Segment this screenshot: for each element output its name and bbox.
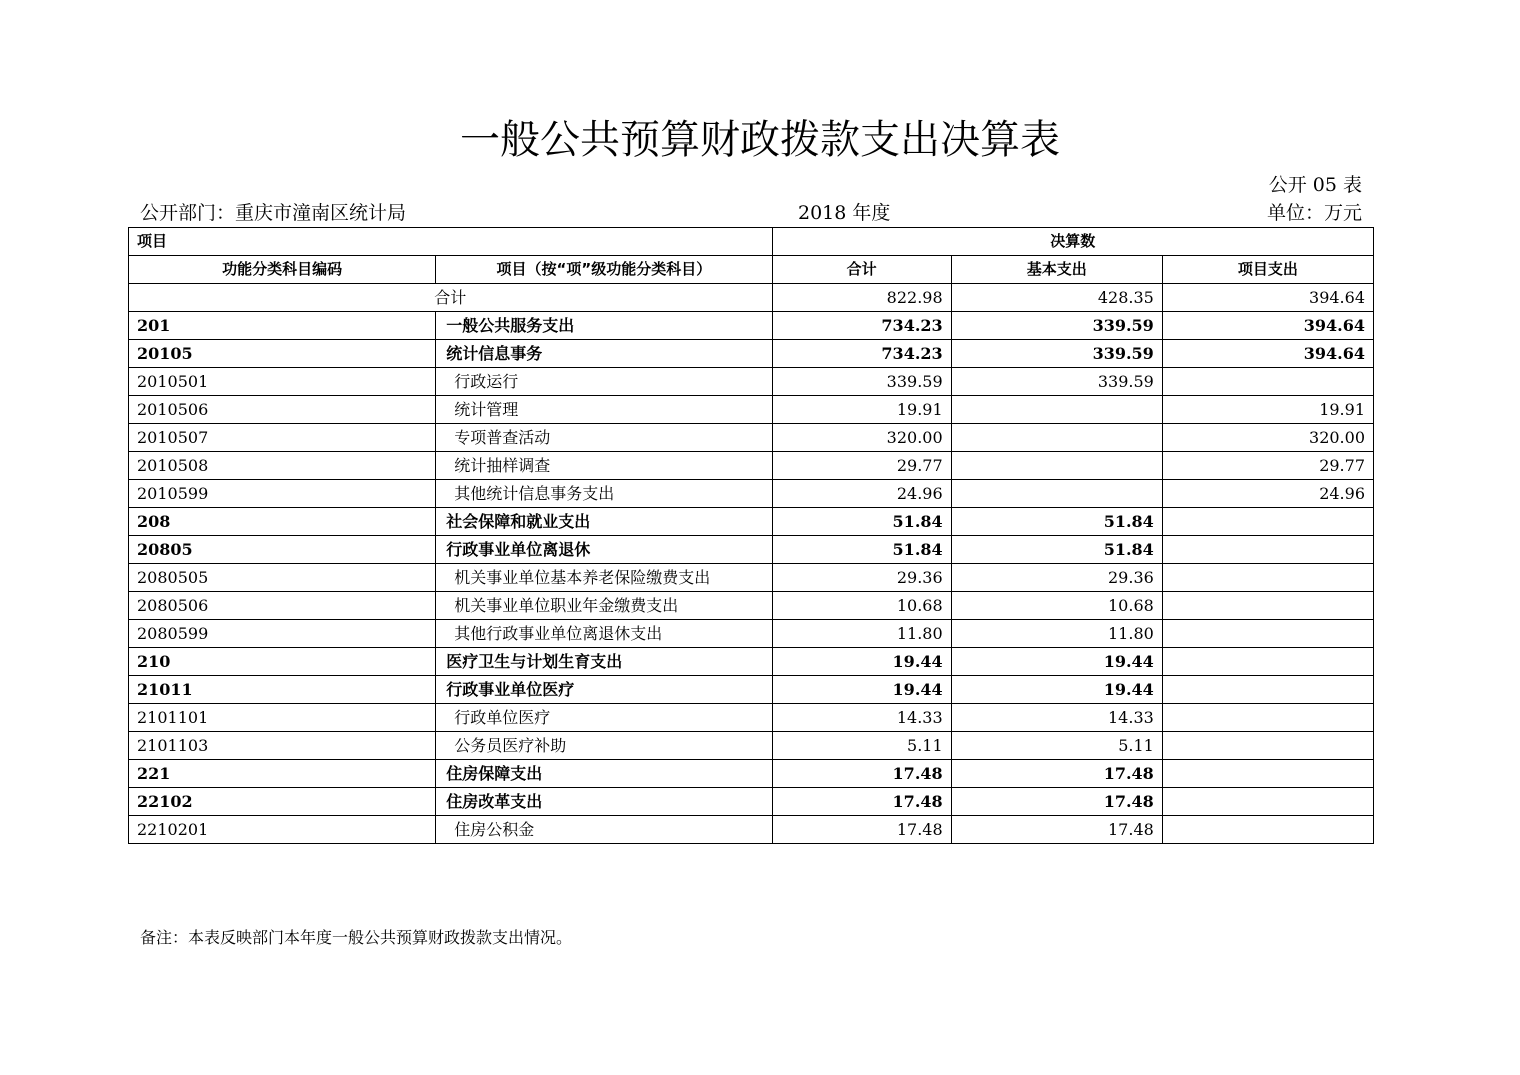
header-project: 项目 [129, 228, 773, 256]
row-basic [951, 480, 1162, 508]
row-basic: 339.59 [951, 368, 1162, 396]
row-code: 2210201 [129, 816, 436, 844]
table-row [129, 564, 1374, 592]
meta-row [140, 199, 1362, 227]
row-code: 2010599 [129, 480, 436, 508]
row-basic: 19.44 [951, 676, 1162, 704]
row-code: 22102 [129, 788, 436, 816]
row-project [1162, 536, 1373, 564]
header-final-amount: 决算数 [772, 228, 1373, 256]
row-name: 其他行政事业单位离退休支出 [436, 620, 772, 648]
row-total: 11.80 [772, 620, 951, 648]
row-project [1162, 704, 1373, 732]
row-total: 51.84 [772, 508, 951, 536]
row-total: 339.59 [772, 368, 951, 396]
header-total: 合计 [772, 256, 951, 284]
row-total: 29.36 [772, 564, 951, 592]
row-name: 一般公共服务支出 [436, 312, 772, 340]
row-name: 专项普查活动 [436, 424, 772, 452]
table-row [129, 704, 1374, 732]
row-total: 17.48 [772, 788, 951, 816]
header-item: 项目（按“项”级功能分类科目） [436, 256, 772, 284]
row-project: 320.00 [1162, 424, 1373, 452]
table-row [129, 788, 1374, 816]
row-name: 其他统计信息事务支出 [436, 480, 772, 508]
row-total: 51.84 [772, 536, 951, 564]
row-name: 公务员医疗补助 [436, 732, 772, 760]
row-basic: 17.48 [951, 760, 1162, 788]
header-row-sub [129, 256, 1374, 284]
department-label: 公开部门：重庆市潼南区统计局 [140, 202, 407, 224]
row-name: 医疗卫生与计划生育支出 [436, 648, 772, 676]
row-project: 394.64 [1162, 312, 1373, 340]
row-name: 住房改革支出 [436, 788, 772, 816]
row-project [1162, 508, 1373, 536]
table-row [129, 368, 1374, 396]
row-total: 17.48 [772, 760, 951, 788]
row-basic: 17.48 [951, 816, 1162, 844]
row-total: 29.77 [772, 452, 951, 480]
table-row [129, 816, 1374, 844]
row-total: 5.11 [772, 732, 951, 760]
row-basic: 339.59 [951, 340, 1162, 368]
table-row [129, 396, 1374, 424]
row-name: 行政运行 [436, 368, 772, 396]
table-row [129, 508, 1374, 536]
row-basic: 11.80 [951, 620, 1162, 648]
row-basic [951, 452, 1162, 480]
row-total: 19.91 [772, 396, 951, 424]
row-basic: 5.11 [951, 732, 1162, 760]
row-basic [951, 396, 1162, 424]
row-total: 19.44 [772, 648, 951, 676]
table-row [129, 648, 1374, 676]
form-number: 公开 05 表 [1268, 174, 1362, 196]
row-project: 24.96 [1162, 480, 1373, 508]
table-row [129, 480, 1374, 508]
row-project [1162, 648, 1373, 676]
row-basic: 14.33 [951, 704, 1162, 732]
row-code: 2101101 [129, 704, 436, 732]
unit-label: 单位：万元 [1266, 202, 1362, 224]
row-total: 10.68 [772, 592, 951, 620]
table-row [129, 732, 1374, 760]
footnote: 备注：本表反映部门本年度一般公共预算财政拨款支出情况。 [140, 928, 573, 947]
row-name: 住房公积金 [436, 816, 772, 844]
row-project: 394.64 [1162, 340, 1373, 368]
row-total: 17.48 [772, 816, 951, 844]
row-basic: 51.84 [951, 536, 1162, 564]
row-total: 24.96 [772, 480, 951, 508]
total-amount: 822.98 [772, 284, 951, 312]
row-project [1162, 760, 1373, 788]
header-code: 功能分类科目编码 [129, 256, 436, 284]
row-total: 14.33 [772, 704, 951, 732]
row-code: 208 [129, 508, 436, 536]
row-code: 20805 [129, 536, 436, 564]
row-code: 2080505 [129, 564, 436, 592]
row-name: 住房保障支出 [436, 760, 772, 788]
row-code: 210 [129, 648, 436, 676]
row-basic: 10.68 [951, 592, 1162, 620]
row-code: 2010508 [129, 452, 436, 480]
total-row [129, 284, 1374, 312]
table-row [129, 760, 1374, 788]
row-name: 行政事业单位离退休 [436, 536, 772, 564]
row-code: 21011 [129, 676, 436, 704]
table-row [129, 676, 1374, 704]
expenditure-table [128, 227, 1374, 844]
row-name: 机关事业单位职业年金缴费支出 [436, 592, 772, 620]
row-name: 社会保障和就业支出 [436, 508, 772, 536]
row-name: 行政事业单位医疗 [436, 676, 772, 704]
row-code: 20105 [129, 340, 436, 368]
table-row [129, 592, 1374, 620]
row-code: 2010506 [129, 396, 436, 424]
row-code: 2101103 [129, 732, 436, 760]
row-name: 统计抽样调查 [436, 452, 772, 480]
row-project [1162, 620, 1373, 648]
row-total: 320.00 [772, 424, 951, 452]
row-name: 统计管理 [436, 396, 772, 424]
row-project [1162, 564, 1373, 592]
row-basic: 19.44 [951, 648, 1162, 676]
year-label: 2018 年度 [798, 202, 891, 224]
total-project: 394.64 [1162, 284, 1373, 312]
header-row-top [129, 228, 1374, 256]
row-basic: 29.36 [951, 564, 1162, 592]
total-basic: 428.35 [951, 284, 1162, 312]
row-code: 201 [129, 312, 436, 340]
table-row [129, 312, 1374, 340]
table-row [129, 340, 1374, 368]
header-basic: 基本支出 [951, 256, 1162, 284]
page-title: 一般公共预算财政拨款支出决算表 [460, 117, 1060, 163]
row-project: 19.91 [1162, 396, 1373, 424]
row-project [1162, 732, 1373, 760]
row-basic [951, 424, 1162, 452]
total-label: 合计 [129, 284, 773, 312]
table-row [129, 536, 1374, 564]
row-project [1162, 592, 1373, 620]
row-code: 2080506 [129, 592, 436, 620]
row-name: 统计信息事务 [436, 340, 772, 368]
header-project-expenditure: 项目支出 [1162, 256, 1373, 284]
row-total: 19.44 [772, 676, 951, 704]
row-total: 734.23 [772, 340, 951, 368]
row-code: 221 [129, 760, 436, 788]
row-code: 2080599 [129, 620, 436, 648]
row-basic: 51.84 [951, 508, 1162, 536]
table-row [129, 620, 1374, 648]
row-code: 2010501 [129, 368, 436, 396]
row-code: 2010507 [129, 424, 436, 452]
row-basic: 17.48 [951, 788, 1162, 816]
row-project [1162, 368, 1373, 396]
row-project [1162, 788, 1373, 816]
row-total: 734.23 [772, 312, 951, 340]
row-basic: 339.59 [951, 312, 1162, 340]
row-project [1162, 816, 1373, 844]
table-row [129, 452, 1374, 480]
table-row [129, 424, 1374, 452]
row-name: 机关事业单位基本养老保险缴费支出 [436, 564, 772, 592]
row-project [1162, 676, 1373, 704]
row-project: 29.77 [1162, 452, 1373, 480]
row-name: 行政单位医疗 [436, 704, 772, 732]
